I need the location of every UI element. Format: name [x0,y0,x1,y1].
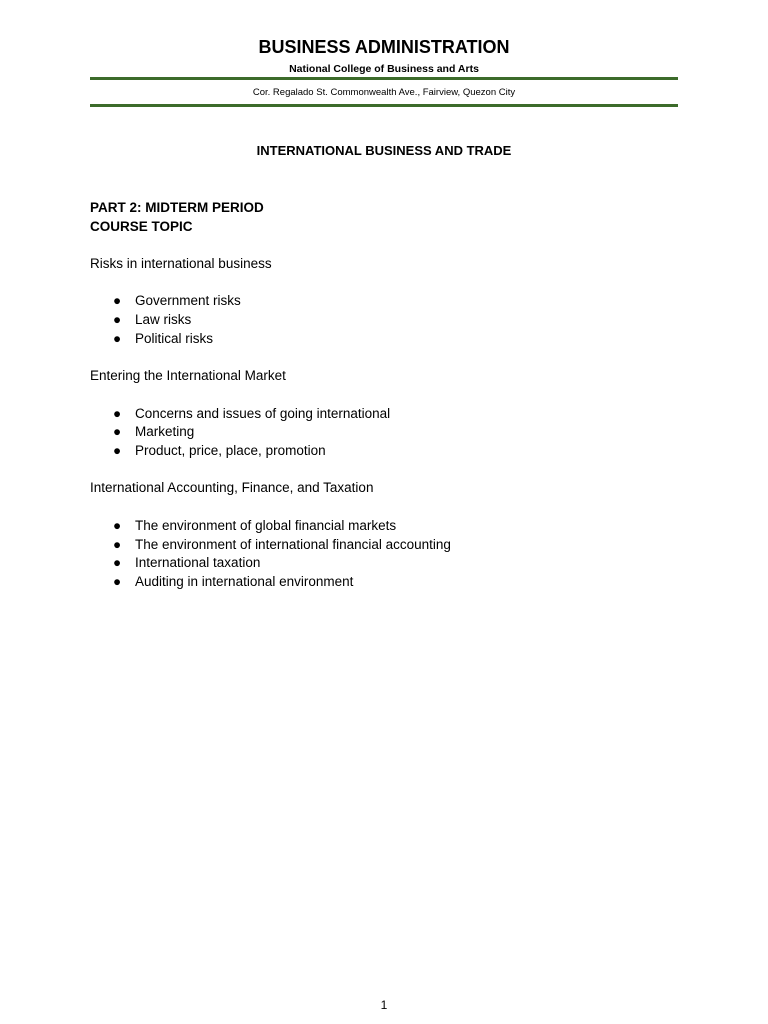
list-item-text: Auditing in international environment [135,573,354,589]
topic-heading: COURSE TOPIC [90,218,193,234]
section-heading: International Accounting, Finance, and Taxation [90,480,374,496]
section-heading: Entering the International Market [90,368,286,384]
bullet-icon: ● [113,312,122,328]
bullet-list [90,292,678,348]
document-body [90,199,678,592]
list-item-text: The environment of international financial accounting [135,536,451,552]
list-item-text: Political risks [135,330,214,346]
department-title: BUSINESS ADMINISTRATION [258,37,510,57]
list-item [90,330,678,349]
list-item [90,311,678,330]
list-item [90,292,678,311]
list-item-text: The environment of global financial markets [135,517,397,533]
section-heading: Risks in international business [90,256,272,272]
list-item [90,554,678,573]
course-title: INTERNATIONAL BUSINESS AND TRADE [256,143,512,158]
list-item [90,423,678,442]
list-item-text: Law risks [135,312,192,328]
bullet-icon: ● [113,517,122,533]
bullet-icon: ● [113,443,122,459]
bullet-list [90,517,678,592]
list-item [90,405,678,424]
bullet-icon: ● [113,424,122,440]
document-header [90,36,678,76]
bullet-icon: ● [113,536,122,552]
page-number: 1 [380,998,388,1012]
bullet-icon: ● [113,555,122,571]
bullet-icon: ● [113,293,122,309]
list-item-text: Concerns and issues of going international [135,405,391,421]
list-item-text: Government risks [135,293,241,309]
list-item [90,442,678,461]
list-item-text: International taxation [135,555,261,571]
bullet-icon: ● [113,573,122,589]
college-address: Cor. Regalado St. Commonwealth Ave., Fairview, Quezon City [252,87,516,98]
part-heading: PART 2: MIDTERM PERIOD [90,200,264,215]
bullet-icon: ● [113,405,122,421]
list-item-text: Marketing [135,424,195,440]
header-top-rule [90,77,678,80]
list-item [90,517,678,536]
list-item [90,536,678,555]
list-item-text: Product, price, place, promotion [135,443,326,459]
header-bottom-rule [90,104,678,107]
college-name: National College of Business and Arts [289,63,479,75]
bullet-icon: ● [113,330,122,346]
list-item [90,573,678,592]
bullet-list [90,405,678,461]
